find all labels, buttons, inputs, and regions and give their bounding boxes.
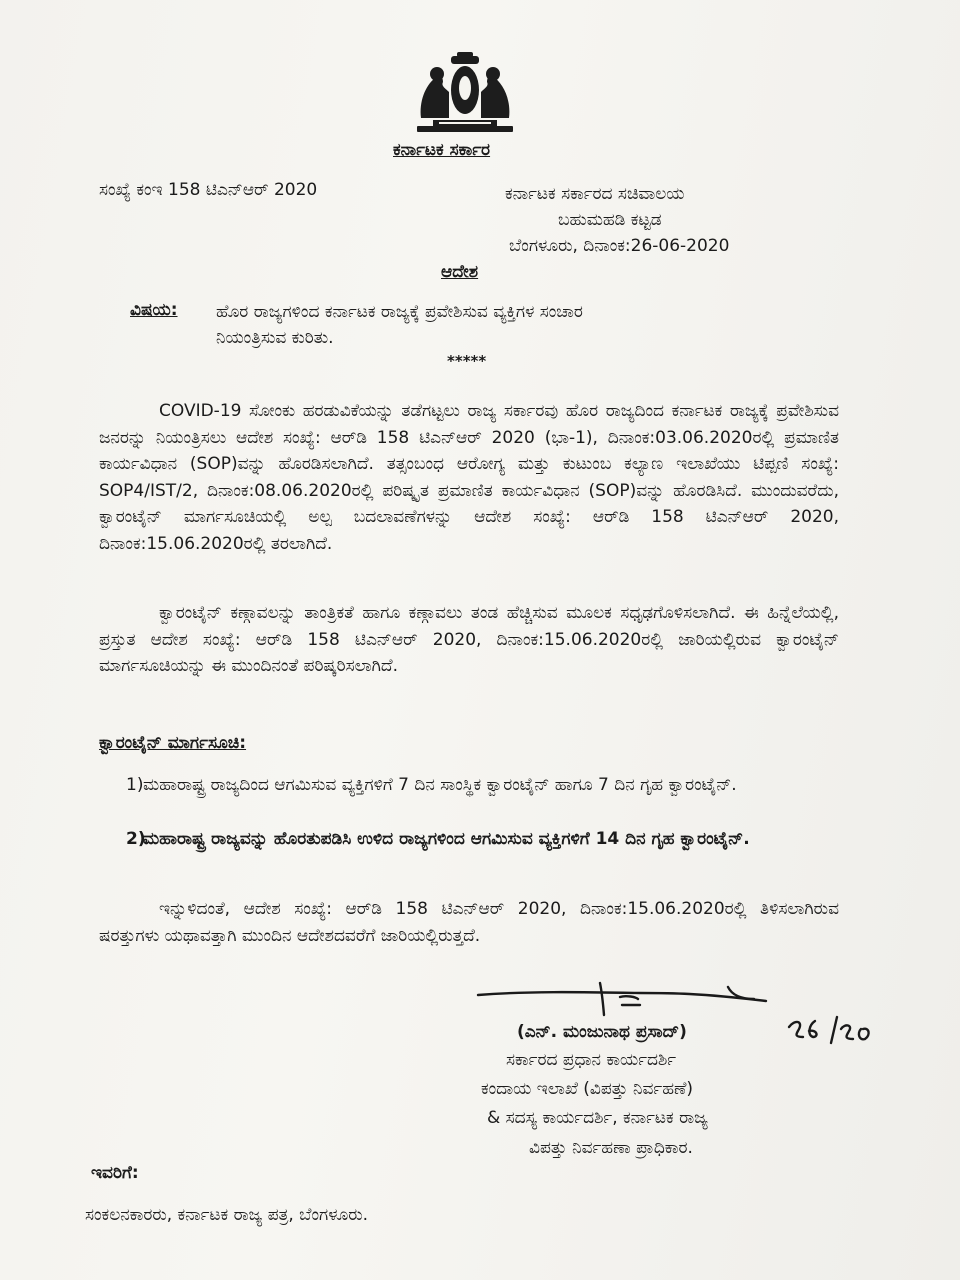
separator-stars: ***** bbox=[447, 352, 487, 370]
recipients-value: ಸಂಕಲನಕಾರರು, ಕರ್ನಾಟಕ ರಾಜ್ಯ ಪತ್ರ, ಬೆಂಗಳೂರು. bbox=[85, 1205, 369, 1225]
reference-number: ಸಂಖ್ಯೆ ಕಂಇ 158 ಟಿಎನ್‌ಆರ್ 2020 bbox=[99, 180, 318, 200]
paragraph-2 bbox=[99, 600, 839, 680]
paragraph-3 bbox=[99, 896, 839, 949]
paragraph-1 bbox=[99, 398, 839, 557]
handwritten-signature bbox=[470, 975, 770, 1020]
order-heading: ಆದೇಶ bbox=[441, 262, 479, 282]
recipients-heading: ಇವರಿಗೆ: bbox=[91, 1163, 139, 1183]
paragraph-1-text: COVID-19 ಸೋಂಕು ಹರಡುವಿಕೆಯನ್ನು ತಡೆಗಟ್ಟಲು ರಾಜ್ಯ ಸರ್ಕಾರವು ಹೊರ ರಾಜ್ಯದಿಂದ ಕರ್ನಾಟಕ ರಾಜ್ಯಕ್ಕೆ ಪ್ರವೇಶಿಸುವ ಜನರನ್ನು ನಿಯಂತ್ರಿಸಲು ಆದೇಶ ಸಂಖ್ಯೆ: ಆರ್‌ಡಿ 158 ಟಿಎನ್‌ಆರ್ 2020 (ಭಾ-1), ದಿನಾಂಕ:03.06.2020ರಲ್ಲಿ ಪ್ರಮಾಣಿತ ಕಾರ್ಯವಿಧಾನ (SOP)ವನ್ನು ಹೊರಡಿಸಲಾಗಿದೆ. ತತ್ಸಂಬಂಧ ಆರೋಗ್ಯ ಮತ್ತು ಕುಟುಂಬ ಕಲ್ಯಾಣ ಇಲಾಖೆಯು ಟಿಪ್ಪಣಿ ಸಂಖ್ಯೆ: SOP4/IST/2, ದಿನಾಂಕ:08.06.2020ರಲ್ಲಿ ಪರಿಷ್ಕೃತ ಪ್ರಮಾಣಿತ ಕಾರ್ಯವಿಧಾನ (SOP)ವನ್ನು ಹೊರಡಿಸಿದೆ. ಮುಂದುವರೆದು, ಕ್ವಾರಂಟೈನ್ ಮಾರ್ಗಸೂಚಿಯಲ್ಲಿ ಅಲ್ಪ ಬದಲಾವಣೆಗಳನ್ನು ಆದೇಶ ಸಂಖ್ಯೆ: ಆರ್‌ಡಿ 158 ಟಿಎನ್‌ಆರ್ 2020, ದಿನಾಂಕ:15.06.2020ರಲ್ಲಿ ತರಲಾಗಿದೆ. bbox=[99, 401, 839, 554]
list-item-number: 1) bbox=[126, 775, 144, 795]
subject-line-1: ಹೊರ ರಾಜ್ಯಗಳಿಂದ ಕರ್ನಾಟಕ ರಾಜ್ಯಕ್ಕೆ ಪ್ರವೇಶಿಸುವ ವ್ಯಕ್ತಿಗಳ ಸಂಚಾರ bbox=[216, 302, 583, 322]
list-item bbox=[99, 826, 843, 852]
handwritten-date bbox=[785, 1015, 885, 1050]
list-item-text: ಮಹಾರಾಷ್ಟ್ರ ರಾಜ್ಯದಿಂದ ಆಗಮಿಸುವ ವ್ಯಕ್ತಿಗಳಿಗೆ 7 ದಿನ ಸಾಂಸ್ಥಿಕ ಕ್ವಾರಂಟೈನ್ ಹಾಗೂ 7 ದಿನ ಗೃಹ ಕ್ವಾರಂಟೈನ್. bbox=[143, 775, 737, 795]
quarantine-heading: ಕ್ವಾರಂಟೈನ್ ಮಾರ್ಗಸೂಚಿ: bbox=[99, 733, 247, 753]
paragraph-3-text: ಇನ್ನುಳಿದಂತೆ, ಆದೇಶ ಸಂಖ್ಯೆ: ಆರ್‌ಡಿ 158 ಟಿಎನ್‌ಆರ್ 2020, ದಿನಾಂಕ:15.06.2020ರಲ್ಲಿ ತಿಳಿಸಲಾಗಿರುವ ಷರತ್ತುಗಳು ಯಥಾವತ್ತಾಗಿ ಮುಂದಿನ ಆದೇಶದವರೆಗೆ ಜಾರಿಯಲ್ಲಿರುತ್ತದೆ. bbox=[99, 899, 839, 946]
list-item bbox=[99, 772, 843, 798]
signatory-designation-1: ಸರ್ಕಾರದ ಪ್ರಧಾನ ಕಾರ್ಯದರ್ಶಿ bbox=[506, 1050, 677, 1070]
subject-label: ವಿಷಯ: bbox=[130, 300, 178, 320]
list-item-text: ಮಹಾರಾಷ್ಟ್ರ ರಾಜ್ಯವನ್ನು ಹೊರತುಪಡಿಸಿ ಉಳಿದ ರಾಜ್ಯಗಳಿಂದ ಆಗಮಿಸುವ ವ್ಯಕ್ತಿಗಳಿಗೆ 14 ದಿನ ಗೃಹ ಕ್ವಾರಂಟೈನ್. bbox=[143, 829, 750, 849]
signatory-name: (ಎನ್. ಮಂಜುನಾಥ ಪ್ರಸಾದ್) bbox=[517, 1022, 687, 1042]
address-line-2: ಬಹುಮಹಡಿ ಕಟ್ಟಡ bbox=[558, 210, 662, 230]
address-line-1: ಕರ್ನಾಟಕ ಸರ್ಕಾರದ ಸಚಿವಾಲಯ bbox=[505, 184, 685, 204]
signatory-designation-2: ಕಂದಾಯ ಇಲಾಖೆ (ವಿಪತ್ತು ನಿರ್ವಹಣೆ) bbox=[481, 1079, 694, 1099]
address-date-line: ಬೆಂಗಳೂರು, ದಿನಾಂಕ:26-06-2020 bbox=[509, 236, 730, 256]
signatory-designation-3: & ಸದಸ್ಯ ಕಾರ್ಯದರ್ಶಿ, ಕರ್ನಾಟಕ ರಾಜ್ಯ bbox=[487, 1108, 708, 1128]
signatory-designation-4: ವಿಪತ್ತು ನಿರ್ವಹಣಾ ಪ್ರಾಧಿಕಾರ. bbox=[529, 1138, 693, 1158]
list-item-number: 2) bbox=[126, 829, 146, 849]
government-title: ಕರ್ನಾಟಕ ಸರ್ಕಾರ bbox=[393, 140, 491, 160]
subject-line-2: ನಿಯಂತ್ರಿಸುವ ಕುರಿತು. bbox=[216, 328, 334, 348]
karnataka-emblem-icon bbox=[413, 52, 517, 136]
paragraph-2-text: ಕ್ವಾರಂಟೈನ್ ಕಣ್ಗಾವಲನ್ನು ತಾಂತ್ರಿಕತೆ ಹಾಗೂ ಕಣ್ಗಾವಲು ತಂಡ ಹೆಚ್ಚಿಸುವ ಮೂಲಕ ಸಧೃಢಗೊಳಿಸಲಾಗಿದೆ. ಈ ಹಿನ್ನೆಲೆಯಲ್ಲಿ, ಪ್ರಸ್ತುತ ಆದೇಶ ಸಂಖ್ಯೆ: ಆರ್‌ಡಿ 158 ಟಿಎನ್‌ಆರ್ 2020, ದಿನಾಂಕ:15.06.2020ರಲ್ಲಿ ಜಾರಿಯಲ್ಲಿರುವ ಕ್ವಾರಂಟೈನ್ ಮಾರ್ಗಸೂಚಿಯನ್ನು ಈ ಮುಂದಿನಂತೆ ಪರಿಷ್ಕರಿಸಲಾಗಿದೆ. bbox=[99, 603, 839, 676]
